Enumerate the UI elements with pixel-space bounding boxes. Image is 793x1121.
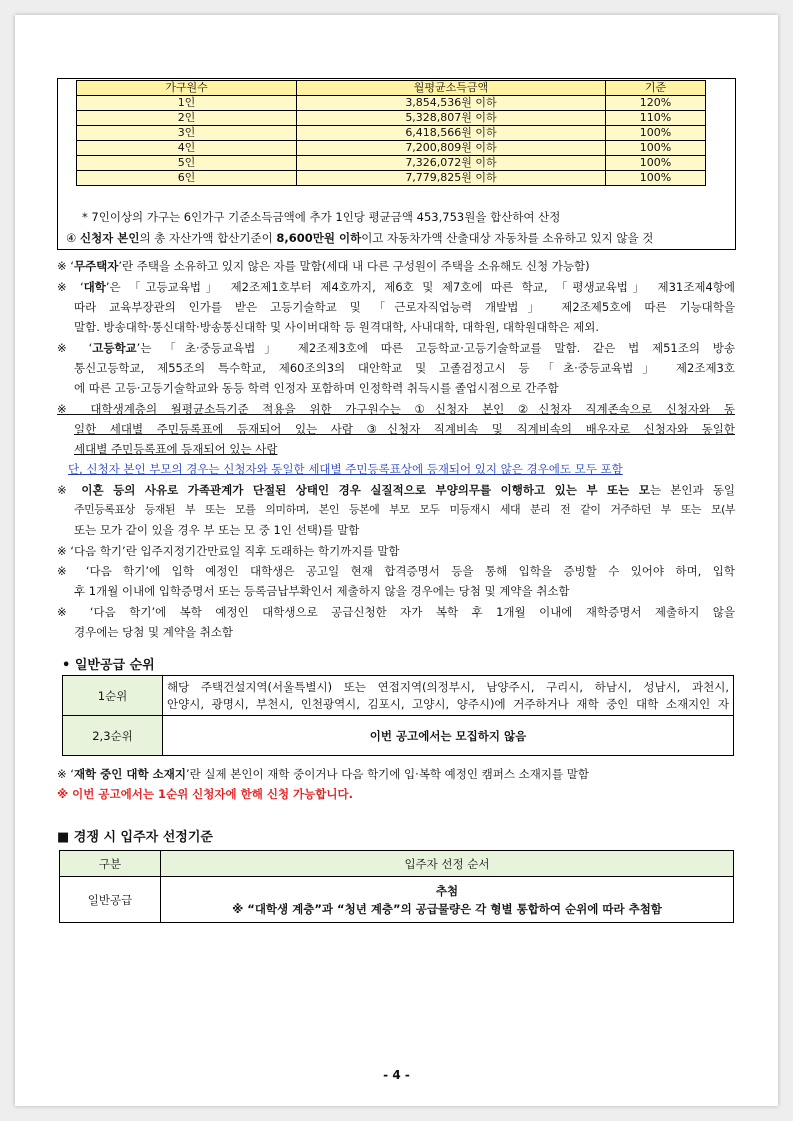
cell-standard: 120% (606, 96, 706, 111)
selection-method: 추첨 (435, 883, 459, 898)
note-text: ’은 「고등교육법」 제2조제1호부터 제4호까지, 제6호 및 제7호에 따른 학교, 「평생교육법」 제31조제4항에 (105, 280, 735, 294)
asset-tail: 이고 자동차가액 산출대상 자동차를 소유하고 있지 않을 것 (361, 231, 654, 245)
asset-criteria (66, 229, 730, 247)
note-household-line3: 세대별 주민등록표에 등재되어 있는 사람 (74, 442, 278, 456)
note-university-location (57, 765, 589, 783)
note-text: ’란 실제 본인이 재학 중이거나 다음 학기에 입·복학 예정인 캠퍼스 소재지를 말함 (185, 767, 589, 781)
note-prefix: ※ ‘ (57, 259, 74, 273)
table-row (77, 156, 706, 171)
rank-1-label: 1순위 (63, 676, 163, 716)
asset-bold-applicant: 신청자 본인 (79, 231, 140, 245)
note-prefix: ※ ‘ (57, 767, 74, 781)
note-univ-line2: 따라 교육부장관의 인가를 받은 고등기술학교 및 「근로자직업능력 개발법」 제2조제5호에 따른 기능대학을 (74, 300, 735, 314)
note-prefix: ※ (57, 483, 82, 497)
cell-standard: 100% (606, 156, 706, 171)
col-header-standard: 기준 (606, 81, 706, 96)
note-bold: 대학 (83, 280, 106, 294)
cell-amount: 7,200,809원 이하 (297, 141, 606, 156)
note-admit-line2: 후 1개월 이내에 입학증명서 또는 등록금납부확인서 제출하지 않을 경우에는 당첨 및 계약을 취소함 (74, 584, 570, 598)
income-table (76, 80, 706, 186)
note-homeless (57, 257, 590, 275)
row-label-general: 일반공급 (60, 877, 161, 923)
table-row (63, 716, 734, 756)
note-divorce-line1 (57, 481, 735, 499)
cell-members: 6인 (77, 171, 297, 186)
income-footnote: * 7인이상의 가구는 6인가구 기준소득금액에 추가 1인당 평균금액 453,753원을 합산하여 산정 (82, 210, 561, 224)
note-divorce-line2: 주민등록표상 등재된 부 또는 모를 의미하며, 본인 등본에 부모 모두 미등재시 세대 분리 전 같이 거주하던 부 또는 모(부 (74, 503, 735, 516)
cell-members: 4인 (77, 141, 297, 156)
rank-1-desc-line2: 안양시, 광명시, 부천시, 인천광역시, 김포시, 고양시, 양주시)에 거주하거나 재학 중인 대학 소재지인 자 (167, 696, 729, 711)
cell-members: 5인 (77, 156, 297, 171)
note-first-rank-only: ※ 이번 공고에서는 1순위 신청자에 한해 신청 가능합니다. (57, 787, 353, 801)
table-row (77, 96, 706, 111)
note-bold: 무주택자 (73, 259, 119, 273)
note-admit-line1: ※ ‘다음 학기’에 입학 예정인 대학생은 공고일 현재 합격증명서 등을 통해 입학을 증빙할 수 있어야 하며, 입학 (57, 564, 735, 578)
cell-standard: 100% (606, 141, 706, 156)
asset-num: ④ (66, 231, 77, 245)
cell-members: 3인 (77, 126, 297, 141)
note-bold: 고등학교 (92, 341, 137, 355)
rank-23-label: 2,3순위 (63, 716, 163, 756)
note-household-line1: ※ 대학생계층의 월평균소득기준 적용을 위한 가구원수는 ①신청자 본인 ②신청자 직계존속으로 신청자와 동 (57, 402, 735, 416)
note-prefix: ※ ‘ (57, 280, 84, 294)
note-prefix: ※ ‘ (57, 341, 93, 355)
rank-table (62, 675, 734, 756)
rank-1-desc (163, 676, 734, 716)
asset-mid: 의 총 자산가액 합산기준이 (139, 231, 277, 245)
table-row (77, 111, 706, 126)
selection-note: ※ “대학생 계층”과 “청년 계층”의 공급물량은 각 형별 통합하여 순위에 따라 추첨함 (232, 901, 662, 916)
note-univ-line3: 말함. 방송대학·통신대학·방송통신대학 및 사이버대학 등 원격대학, 사내대학, 대학원, 대학원대학은 제외. (74, 320, 600, 334)
cell-amount: 6,418,566원 이하 (297, 126, 606, 141)
table-row (77, 126, 706, 141)
cell-amount: 3,854,536원 이하 (297, 96, 606, 111)
table-row (77, 171, 706, 186)
rank-23-desc: 이번 공고에서는 모집하지 않음 (163, 716, 734, 756)
note-household-parents: 단, 신청자 본인 부모의 경우는 신청자와 동일한 세대별 주민등록표상에 등재되어 있지 않은 경우에도 모두 포함 (68, 462, 623, 476)
col-header-order: 입주자 선정 순서 (161, 851, 734, 877)
note-highschool-line2: 통신고등학교, 제55조의 특수학교, 제60조의3의 대안학교 및 고졸검정고시 등 「초·중등교육법」 제2조제3호 (74, 361, 735, 375)
note-text: 는 본인과 동일 (649, 483, 735, 497)
note-highschool-line3: 에 따른 고등·고등기술학교와 동등 학력 인정자 포함하며 인정학력 취득시를 졸업시점으로 간주함 (74, 381, 559, 395)
note-bold: 재학 중인 대학 소재지 (73, 767, 186, 781)
note-bold: 이혼 등의 사유로 가족관계가 단절된 상태인 경우 실질적으로 부양의무를 이행하고 있는 부 또는 모 (81, 483, 650, 497)
page-number: - 4 - (383, 1068, 410, 1082)
note-divorce-line3: 또는 모가 같이 있을 경우 부 또는 모 중 1인 선택)를 말함 (74, 523, 360, 537)
general-supply-heading: • 일반공급 순위 (62, 658, 155, 673)
table-row (77, 141, 706, 156)
cell-amount: 7,326,072원 이하 (297, 156, 606, 171)
note-return-line2: 경우에는 당첨 및 계약을 취소함 (74, 625, 234, 639)
cell-members: 2인 (77, 111, 297, 126)
note-text: ’는 「초·중등교육법」 제2조제3호에 따른 고등학교·고등기술학교를 말함. 같은 법 제51조의 방송 (136, 341, 735, 355)
cell-amount: 7,779,825원 이하 (297, 171, 606, 186)
selection-heading: ■ 경쟁 시 입주자 선정기준 (57, 830, 213, 845)
cell-amount: 5,328,807원 이하 (297, 111, 606, 126)
col-header-amount: 월평균소득금액 (297, 81, 606, 96)
table-row (63, 676, 734, 716)
note-highschool-line1 (57, 339, 735, 357)
cell-members: 1인 (77, 96, 297, 111)
rank-1-desc-line1: 해당 주택건설지역(서울특별시) 또는 연접지역(의정부시, 남양주시, 구리시, 하남시, 성남시, 과천시, (167, 679, 729, 694)
selection-table (59, 850, 734, 923)
note-household-line2: 일한 세대별 주민등록표에 등재되어 있는 사람 ③신청자 직계비속 및 직계비속의 배우자로 신청자와 동일한 (74, 422, 735, 436)
note-univ-line1 (57, 278, 735, 296)
col-header-members: 가구원수 (77, 81, 297, 96)
note-next-semester: ※ ‘다음 학기’란 입주지정기간만료일 직후 도래하는 학기까지를 말함 (57, 544, 400, 558)
cell-standard: 100% (606, 126, 706, 141)
table-row (60, 877, 734, 923)
note-text: ’란 주택을 소유하고 있지 않은 자를 말함(세대 내 다른 구성원이 주택을 소유해도 신청 가능함) (118, 259, 590, 273)
col-header-category: 구분 (60, 851, 161, 877)
cell-standard: 110% (606, 111, 706, 126)
cell-standard: 100% (606, 171, 706, 186)
table-row (60, 851, 734, 877)
selection-method-cell (161, 877, 734, 923)
asset-bold-amount: 8,600만원 이하 (276, 231, 362, 245)
note-return-line1: ※ ‘다음 학기’에 복학 예정인 대학생으로 공급신청한 자가 복학 후 1개월 이내에 재학증명서 제출하지 않을 (57, 605, 735, 619)
